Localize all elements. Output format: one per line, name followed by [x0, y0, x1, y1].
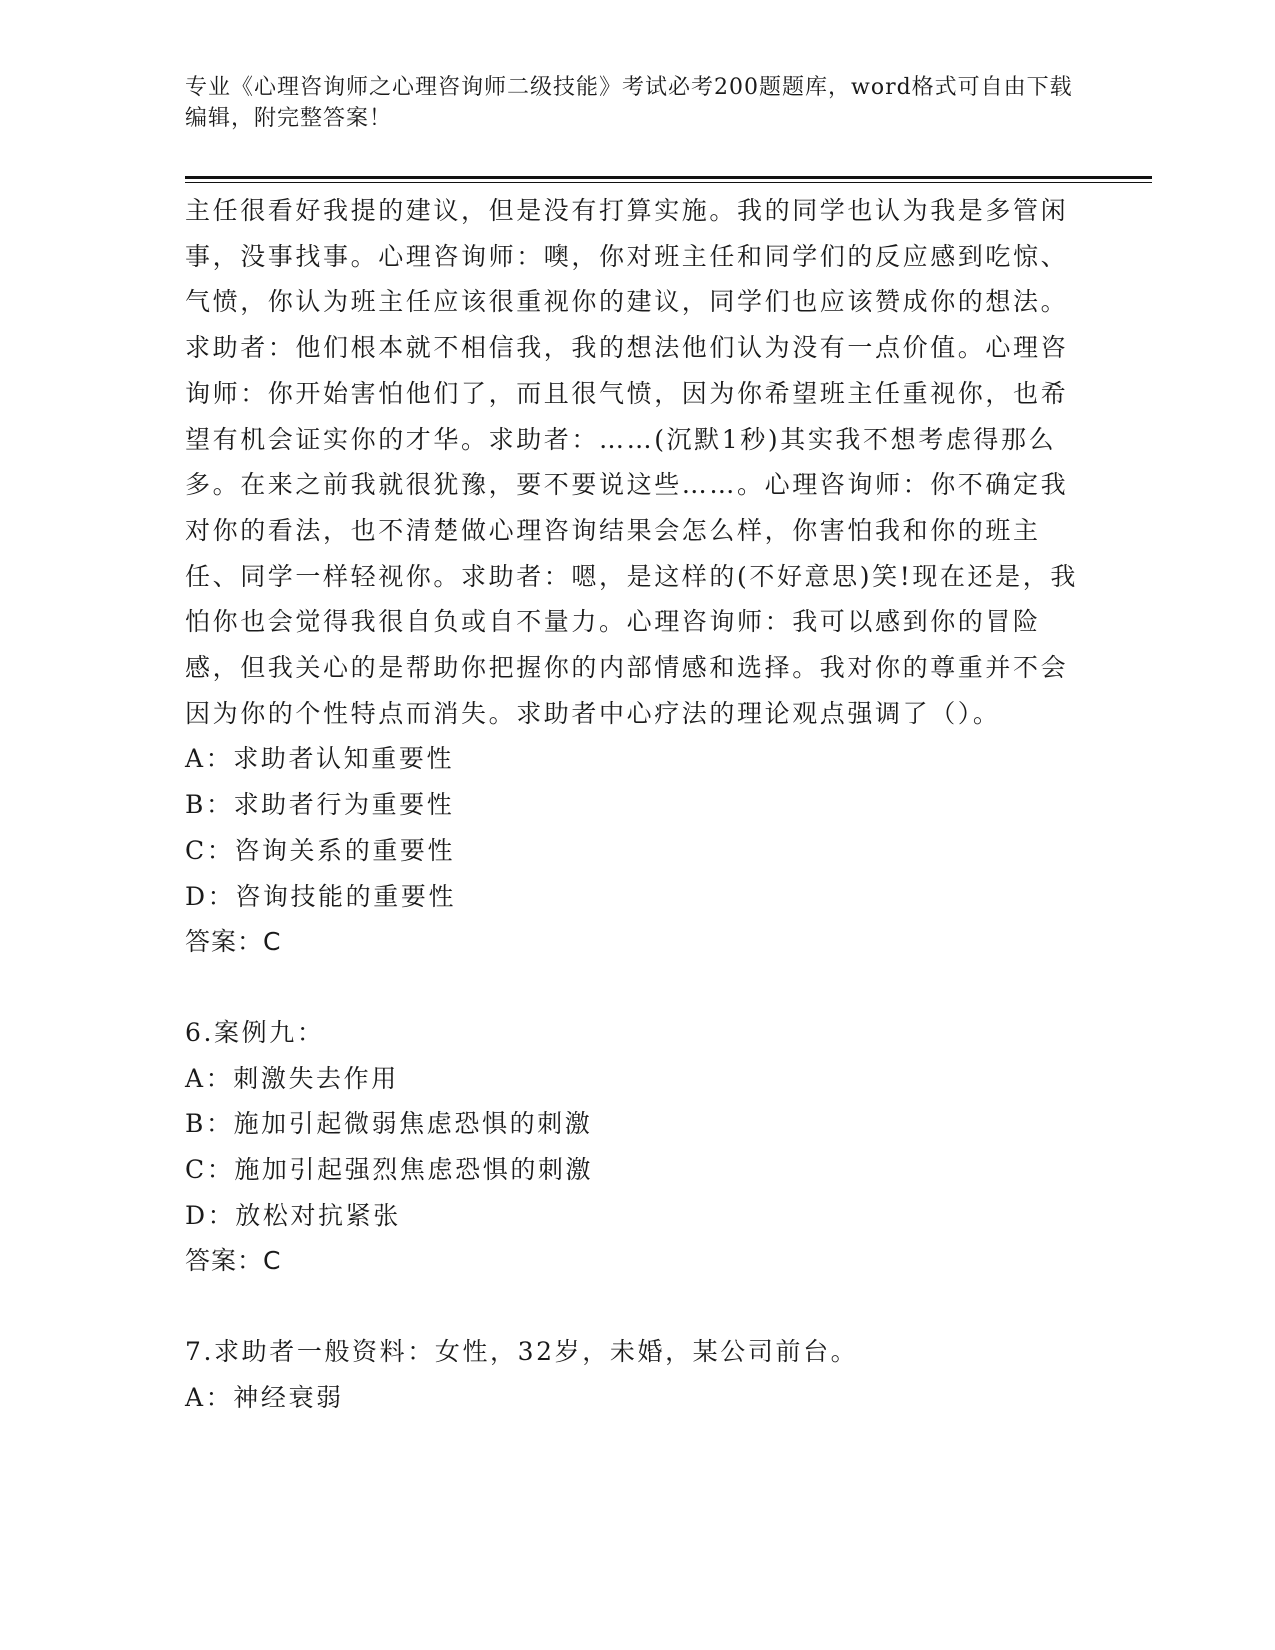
option-b: B：求助者行为重要性 [185, 790, 455, 820]
question-stem: 主任很看好我提的建议，但是没有打算实施。我的同学也认为我是多管闲事，没事找事。心理咨询师：噢，你对班主任和同学们的反应感到吃惊、气愤，你认为班主任应该很重视你的建议，同学们也应该赞成你的想法。求助者：他们根本就不相信我，我的想法他们认为没有一点价值。心理咨询师：你开始害怕他们了，而且很气愤，因为你希望班主任重视你，也希望有机会证实你的才华。求助者：……(沉默1秒)其实我不想考虑得那么多。在来之前我就很犹豫，要不要说这些……。心理咨询师：你不确定我对你的看法，也不清楚做心理咨询结果会怎么样，你害怕我和你的班主任、同学一样轻视你。求助者：嗯，是这样的(不好意思)笑!现在还是，我怕你也会觉得我很自负或自不量力。心理咨询师：我可以感到你的冒险感，但我关心的是帮助你把握你的内部情感和选择。我对你的尊重并不会因为你的个性特点而消失。求助者中心疗法的理论观点强调了（）。 [185, 196, 1078, 728]
option-c: C：施加引起强烈焦虑恐惧的刺激 [185, 1154, 594, 1184]
question-stem: 7.求助者一般资料：女性，32岁，未婚，某公司前台。 [185, 1337, 859, 1366]
answer-line: 答案：C [185, 927, 282, 957]
header-rule-thick [185, 176, 1152, 179]
option-d: D：放松对抗紧张 [185, 1200, 401, 1230]
question-spacer [185, 1284, 1085, 1329]
answer-line: 答案：C [185, 1246, 282, 1276]
question-7 [185, 1329, 1085, 1420]
question-spacer [185, 965, 1085, 1010]
option-a: A：求助者认知重要性 [185, 744, 455, 774]
header-title: 专业《心理咨询师之心理咨询师二级技能》考试必考200题题库，word格式可自由下载编辑，附完整答案！ [185, 75, 1073, 131]
question-5 [185, 188, 1085, 965]
question-content [185, 188, 1085, 1420]
option-a: A：刺激失去作用 [185, 1063, 399, 1093]
question-6 [185, 1010, 1085, 1284]
option-d: D：咨询技能的重要性 [185, 881, 457, 911]
option-c: C：咨询关系的重要性 [185, 835, 456, 865]
header-rule-thin [185, 182, 1152, 183]
page-header [185, 72, 1085, 134]
question-stem: 6.案例九： [185, 1017, 325, 1047]
option-b: B：施加引起微弱焦虑恐惧的刺激 [185, 1109, 593, 1139]
option-a: A：神经衰弱 [185, 1382, 344, 1412]
